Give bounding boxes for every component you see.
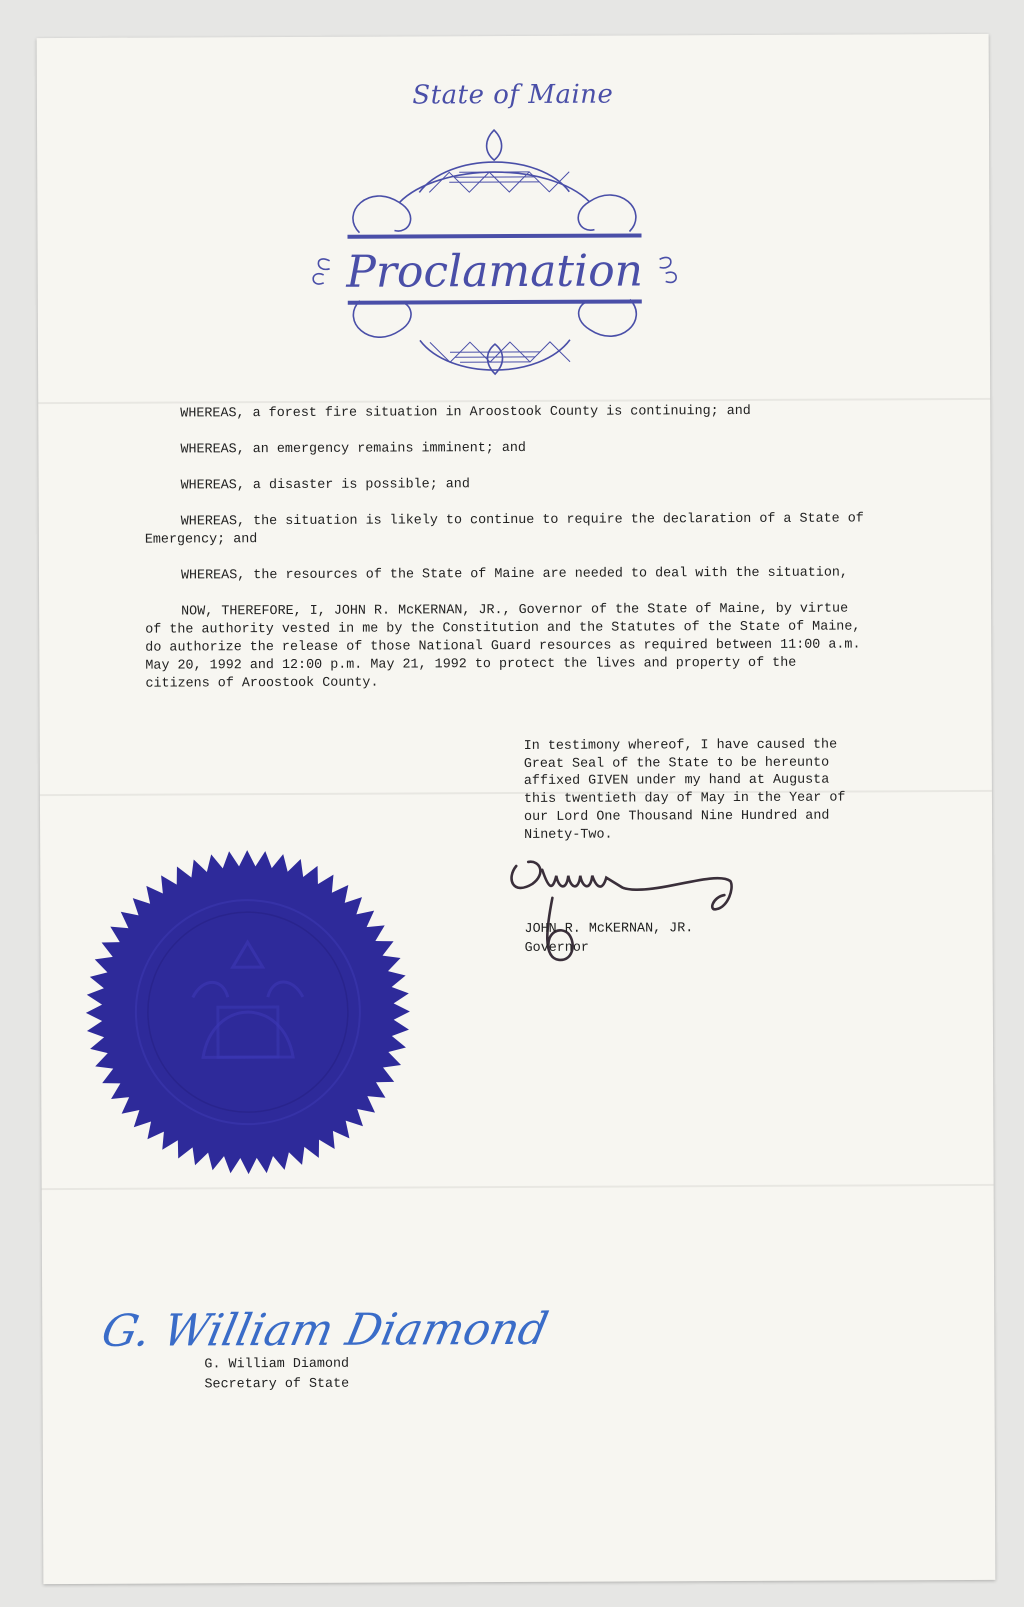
proclamation-body: [144, 402, 865, 711]
secretary-title: Secretary of State: [204, 1376, 350, 1393]
proclamation-banner: Proclamation: [346, 245, 644, 298]
proclamation-document: [37, 34, 996, 1584]
proclamation-ornament: [299, 121, 690, 383]
fold-line: [42, 1184, 994, 1190]
governor-block: [524, 919, 693, 958]
governor-name: JOHN R. McKERNAN, JR.: [524, 921, 694, 937]
whereas-paragraph: WHEREAS, the resources of the State of Maine are needed to deal with the situation,: [180, 565, 848, 584]
state-title: State of Maine: [412, 79, 614, 111]
svg-text:G. William Diamond: G. William Diamond: [97, 1304, 553, 1357]
governor-title: Governor: [524, 940, 589, 956]
governor-signature: [502, 847, 763, 978]
whereas-paragraph: WHEREAS, the situation is likely to continue to require the declaration of a State of Emergency; and: [144, 511, 864, 548]
testimony-block: In testimony whereof, I have caused the Great Seal of the State to be hereunto affixed GIVEN under my hand at Augusta this twentieth day of May in the Year of our Lord One Thousand Nine Hundred and Ninety-Two.: [523, 737, 846, 843]
secretary-block: [204, 1355, 349, 1396]
whereas-paragraph: WHEREAS, a forest fire situation in Aroostook County is continuing; and: [180, 403, 751, 422]
great-seal: [82, 846, 413, 1177]
secretary-name: G. William Diamond: [204, 1356, 350, 1373]
whereas-paragraph: WHEREAS, an emergency remains imminent; and: [180, 440, 527, 458]
whereas-paragraph: WHEREAS, a disaster is possible; and: [180, 477, 470, 494]
therefore-paragraph: NOW, THEREFORE, I, JOHN R. McKERNAN, JR., Governor of the State of Maine, by virtue of the authority vested in me by the Constitution and the Statutes of the State of Maine, do authorize the release of those National Guard resources as required between 11:00 a.m. May 20, 1992 and 12:00 p.m. May 21, 1992 to protect the lives and property of the citizens of Aroostook County.: [145, 601, 861, 692]
